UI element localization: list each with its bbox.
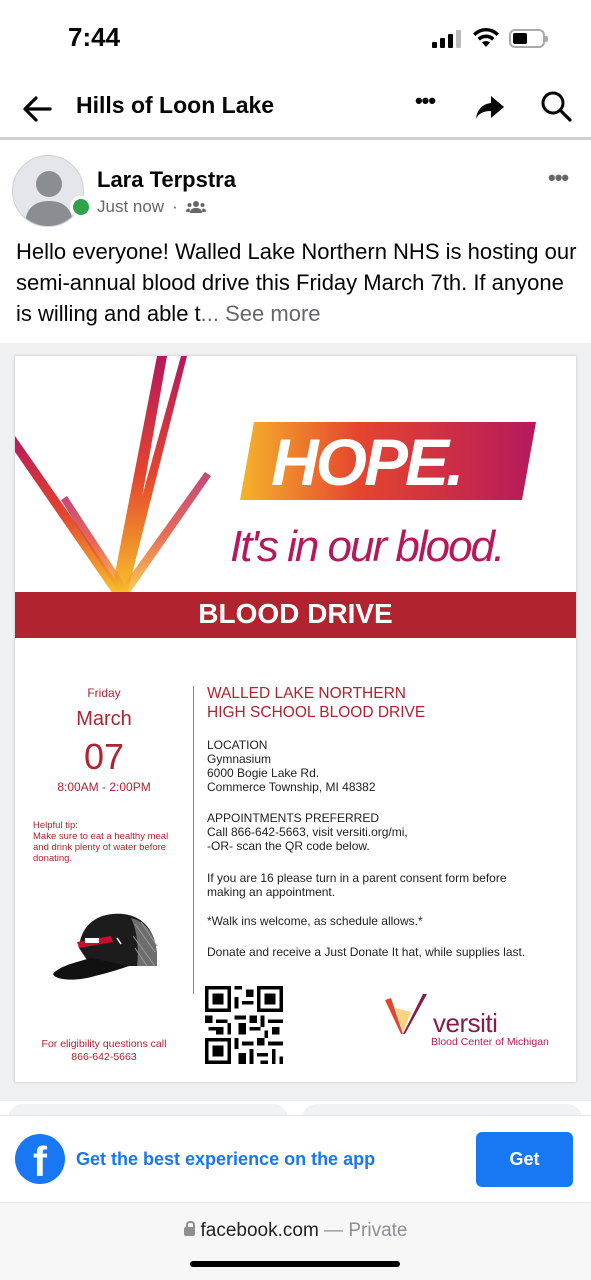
browser-url-bar[interactable] — [0, 1203, 591, 1280]
event-month: March — [76, 708, 132, 730]
group-icon — [186, 200, 206, 214]
event-time: 8:00AM - 2:00PM — [57, 780, 151, 794]
versiti-subtitle: Blood Center of Michigan — [431, 1036, 549, 1048]
share-icon[interactable] — [473, 90, 507, 124]
tip-line: and drink plenty of water before — [33, 842, 167, 853]
consent-block — [207, 871, 567, 899]
get-app-button[interactable]: Get — [476, 1132, 573, 1187]
post-body: Hello everyone! Walled Lake Northern NHS is hosting our semi-annual blood drive this Friday March 7th. If anyone is willing and able t — [16, 239, 577, 326]
hope-heading: HOPE. — [271, 425, 462, 499]
appointments-line: Call 866-642-5663, visit versiti.org/mi, — [207, 825, 408, 839]
event-title — [207, 684, 567, 722]
helpful-tip — [33, 820, 183, 864]
location-block — [207, 738, 567, 794]
hat-note: Donate and receive a Just Donate It hat, while supplies last. — [207, 945, 526, 959]
back-arrow-icon[interactable] — [18, 90, 56, 128]
post-meta — [97, 197, 206, 217]
eligibility-note — [25, 1038, 183, 1064]
walkins-note: *Walk ins welcome, as schedule allows.* — [207, 914, 423, 928]
search-icon[interactable] — [538, 88, 574, 124]
url-private-label: — Private — [318, 1220, 408, 1241]
online-status-dot — [70, 196, 92, 218]
cap-icon — [51, 908, 161, 984]
default-avatar-icon — [13, 156, 84, 227]
location-heading: LOCATION — [207, 738, 268, 752]
status-bar — [0, 0, 591, 78]
app-banner-text[interactable]: Get the best experience on the app — [76, 1149, 376, 1169]
page-title: Hills of Loon Lake — [76, 92, 275, 118]
column-divider — [193, 686, 194, 994]
blood-drive-flyer — [15, 356, 576, 1082]
qr-code-icon — [205, 986, 283, 1064]
event-title-line: WALLED LAKE NORTHERN — [207, 685, 406, 702]
meta-separator: · — [172, 197, 178, 216]
battery-icon — [509, 29, 545, 48]
eligibility-line: For eligibility questions call — [41, 1038, 167, 1050]
page-header — [0, 78, 591, 140]
cellular-signal-icon — [432, 30, 462, 48]
event-date: 07 — [83, 736, 125, 777]
post-header — [0, 143, 591, 231]
blood-drive-banner — [15, 592, 576, 638]
open-app-banner — [0, 1115, 591, 1203]
see-more-link[interactable]: ... See more — [200, 301, 321, 326]
url-domain: facebook.com — [200, 1220, 319, 1241]
home-indicator[interactable] — [190, 1261, 400, 1267]
lock-icon — [184, 1227, 195, 1236]
url-display[interactable] — [0, 1220, 591, 1242]
versiti-name: versiti — [433, 1008, 498, 1038]
post-author[interactable]: Lara Terpstra — [97, 167, 236, 192]
tip-line: donating. — [33, 853, 73, 864]
event-title-line: HIGH SCHOOL BLOOD DRIVE — [207, 704, 426, 721]
flyer-tagline: It's in our blood. — [230, 522, 504, 571]
status-time: 7:44 — [68, 22, 121, 52]
event-day: Friday — [87, 686, 121, 700]
appointments-heading: APPOINTMENTS PREFERRED — [207, 811, 380, 825]
tip-line: Make sure to eat a healthy meal — [33, 831, 169, 842]
more-options-button[interactable]: ••• — [414, 88, 436, 113]
consent-line: making an appointment. — [207, 885, 336, 899]
location-line: Gymnasium — [207, 752, 272, 766]
facebook-f-glyph: f — [33, 1138, 47, 1185]
facebook-logo-icon — [15, 1134, 65, 1184]
location-line: 6000 Bogie Lake Rd. — [207, 766, 320, 780]
avatar[interactable] — [12, 155, 84, 227]
eligibility-line: 866-642-5663 — [71, 1051, 137, 1063]
tip-line: Helpful tip: — [33, 820, 78, 831]
consent-line: If you are 16 please turn in a parent consent form before — [207, 871, 507, 885]
post-image[interactable] — [0, 343, 591, 1101]
wifi-icon — [472, 26, 500, 48]
location-line: Commerce Township, MI 48382 — [207, 780, 376, 794]
post-more-button[interactable]: ••• — [548, 165, 569, 190]
appointments-block — [207, 811, 567, 853]
appointments-line: -OR- scan the QR code below. — [207, 839, 370, 853]
blood-drive-title: BLOOD DRIVE — [198, 598, 393, 629]
post-time[interactable]: Just now — [97, 197, 165, 216]
post-text — [16, 236, 582, 329]
